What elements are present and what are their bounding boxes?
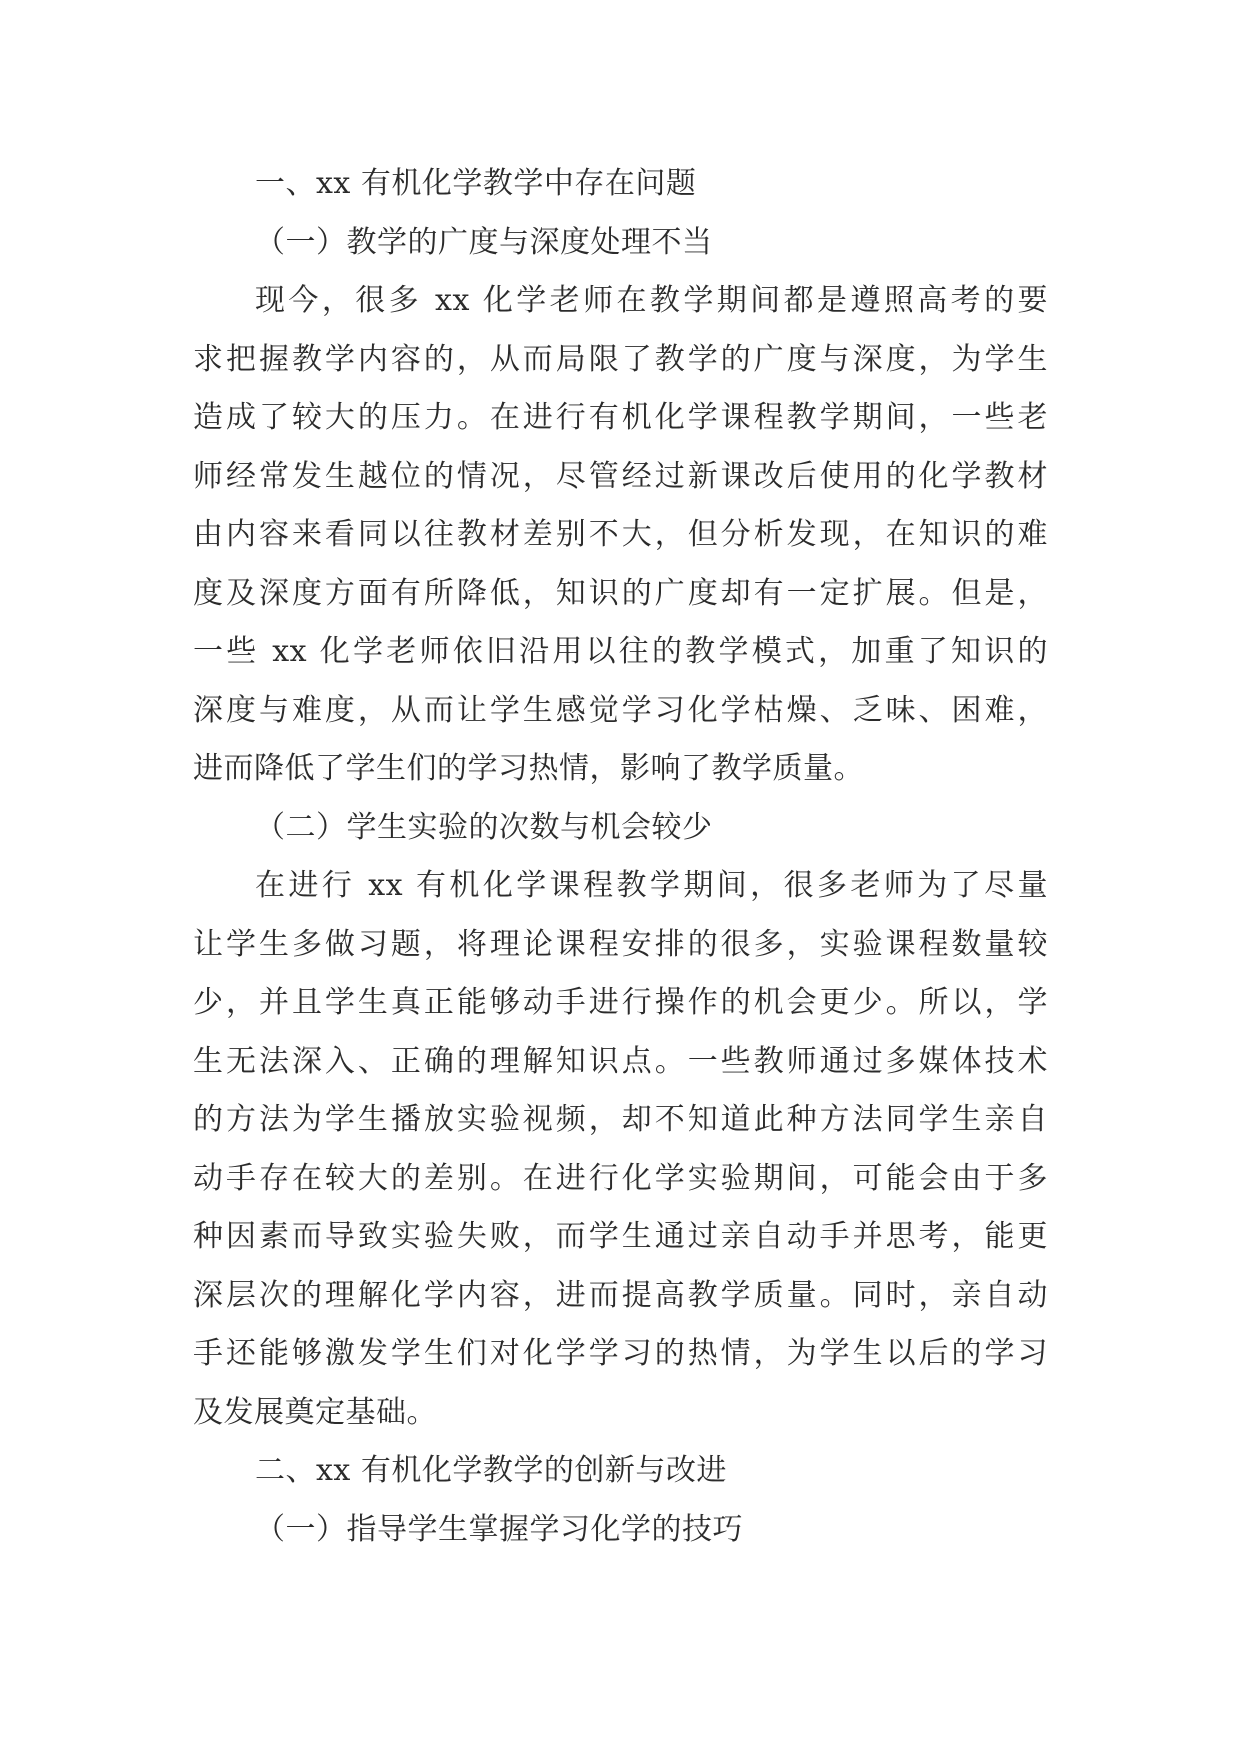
paragraph-line: 生无法深入、正确的理解知识点。一些教师通过多媒体技术	[193, 1043, 1048, 1079]
paragraph-line: 让学生多做习题，将理论课程安排的很多，实验课程数量较	[193, 926, 1048, 962]
paragraph-line: 由内容来看同以往教材差别不大，但分析发现，在知识的难	[193, 517, 1048, 552]
subsection-heading-2-1: （一）指导学生掌握学习化学的技巧	[255, 1511, 743, 1547]
paragraph-line: 的方法为学生播放实验视频，却不知道此种方法同学生亲自	[193, 1102, 1048, 1137]
paragraph-line: 手还能够激发学生们对化学学习的热情，为学生以后的学习	[193, 1336, 1048, 1371]
paragraph-line: 度及深度方面有所降低，知识的广度却有一定扩展。但是，	[193, 575, 1048, 611]
paragraph-line: 一些 xx 化学老师依旧沿用以往的教学模式，加重了知识的	[193, 634, 1048, 669]
paragraph-line: 深度与难度，从而让学生感觉学习化学枯燥、乏味、困难，	[193, 692, 1048, 728]
paragraph-line: 少，并且学生真正能够动手进行操作的机会更少。所以，学	[193, 985, 1048, 1020]
paragraph-line: 深层次的理解化学内容，进而提高教学质量。同时，亲自动	[193, 1277, 1048, 1313]
subsection-heading-1-1: （一）教学的广度与深度处理不当	[255, 224, 713, 260]
paragraph-line: 师经常发生越位的情况，尽管经过新课改后使用的化学教材	[193, 458, 1048, 494]
paragraph-line: 在进行 xx 有机化学课程教学期间，很多老师为了尽量	[255, 868, 1048, 903]
paragraph-line: 现今，很多 xx 化学老师在教学期间都是遵照高考的要	[255, 283, 1048, 318]
paragraph-line: 进而降低了学生们的学习热情，影响了教学质量。	[193, 751, 864, 786]
subsection-heading-1-2: （二）学生实验的次数与机会较少	[255, 809, 713, 845]
document-body	[193, 155, 1048, 1559]
section-heading-2: 二、xx 有机化学教学的创新与改进	[255, 1453, 727, 1488]
paragraph-line: 及发展奠定基础。	[193, 1394, 437, 1430]
paragraph-line: 动手存在较大的差别。在进行化学实验期间，可能会由于多	[193, 1160, 1048, 1196]
paragraph-line: 造成了较大的压力。在进行有机化学课程教学期间，一些老	[193, 400, 1048, 435]
paragraph-line: 种因素而导致实验失败，而学生通过亲自动手并思考，能更	[193, 1219, 1048, 1254]
section-heading-1: 一、xx 有机化学教学中存在问题	[255, 166, 697, 201]
paragraph-line: 求把握教学内容的，从而局限了教学的广度与深度，为学生	[193, 341, 1048, 377]
